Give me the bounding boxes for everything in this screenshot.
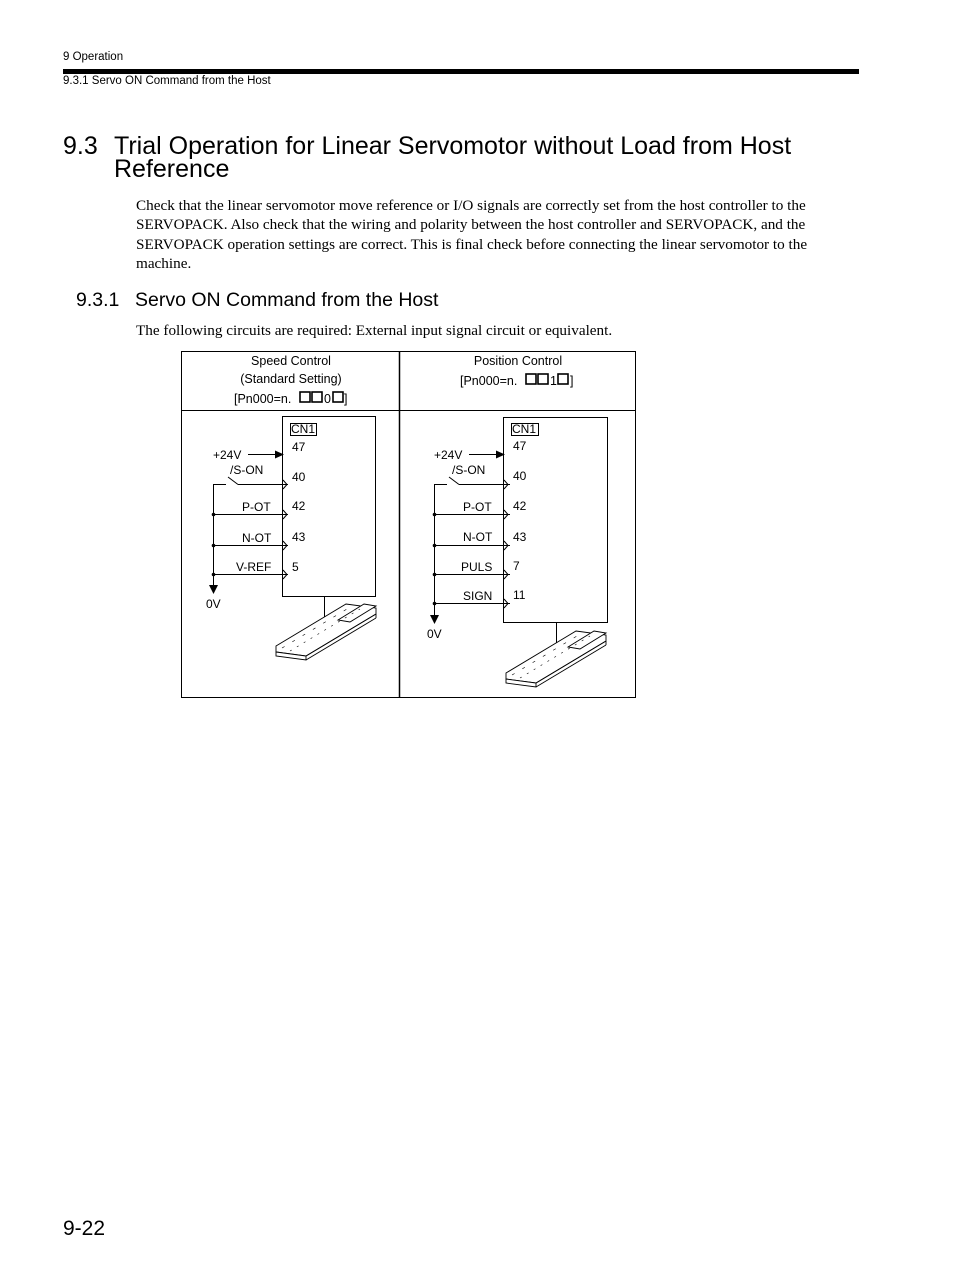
position-signal-pin: 40 xyxy=(513,469,527,483)
section-number: 9.3 xyxy=(63,132,98,160)
speed-param-suffix: ] xyxy=(344,392,348,406)
position-signal-pin: 11 xyxy=(513,588,526,602)
section-title: Trial Operation for Linear Servomotor without Load from Host Reference xyxy=(114,132,792,183)
position-supply-label: +24V xyxy=(434,448,463,462)
speed-circuit xyxy=(206,417,376,661)
position-signal-name: /S-ON xyxy=(452,463,486,477)
position-pin-top: 47 xyxy=(513,439,527,453)
header-rule xyxy=(63,69,859,74)
running-header-section: 9.3.1 Servo ON Command from the Host xyxy=(63,75,271,87)
position-param-mid: 1 xyxy=(550,374,557,388)
speed-ground-label: 0V xyxy=(206,597,221,611)
page-number: 9-22 xyxy=(63,1217,106,1240)
speed-signal-name: P-OT xyxy=(242,500,271,514)
position-circuit xyxy=(427,418,608,688)
speed-pin-top: 47 xyxy=(292,440,306,454)
subsection-title: Servo ON Command from the Host xyxy=(135,289,439,311)
speed-signal-name: N-OT xyxy=(242,531,272,545)
position-signal-pin: 43 xyxy=(513,530,527,544)
position-title-1: Position Control xyxy=(473,354,563,368)
position-signal-name: N-OT xyxy=(463,530,493,544)
speed-signal-name: /S-ON xyxy=(230,463,264,477)
running-header-chapter: 9 Operation xyxy=(63,51,124,63)
speed-signal-name: V-REF xyxy=(236,560,272,574)
speed-title-1: Speed Control xyxy=(251,354,331,368)
position-signal-pin: 7 xyxy=(513,559,520,573)
speed-param-prefix: [Pn000=n. xyxy=(234,392,292,406)
position-signal-name: SIGN xyxy=(463,589,493,603)
wiring-diagram xyxy=(180,350,640,702)
position-param-suffix: ] xyxy=(570,374,574,388)
speed-signal-pin: 40 xyxy=(292,470,306,484)
speed-param-mid: 0 xyxy=(324,392,331,406)
subsection-body: The following circuits are required: External input signal circuit or equivalent. xyxy=(136,322,613,339)
speed-signal-pin: 5 xyxy=(292,560,299,574)
position-signal-name: PULS xyxy=(461,560,493,574)
position-signal-pin: 42 xyxy=(513,499,527,513)
speed-signal-pin: 43 xyxy=(292,530,306,544)
position-connector-label: CN1 xyxy=(512,422,537,436)
speed-title-2: (Standard Setting) xyxy=(240,372,342,386)
position-signal-name: P-OT xyxy=(463,500,492,514)
position-param-prefix: [Pn000=n. xyxy=(460,374,518,388)
position-ground-label: 0V xyxy=(427,627,442,641)
subsection-number: 9.3.1 xyxy=(76,289,120,311)
speed-signal-pin: 42 xyxy=(292,499,306,513)
speed-supply-label: +24V xyxy=(213,448,242,462)
section-body: Check that the linear servomotor move reference or I/O signals are correctly set from the host controller to the SERVOPACK. Also check that the wiring and polarity between the host controller and SERVOPACK, and the SERVOPACK operation settings are correct. This is final check before connecting the linear servomotor to the machine. xyxy=(136,197,808,272)
speed-connector-label: CN1 xyxy=(291,422,316,436)
